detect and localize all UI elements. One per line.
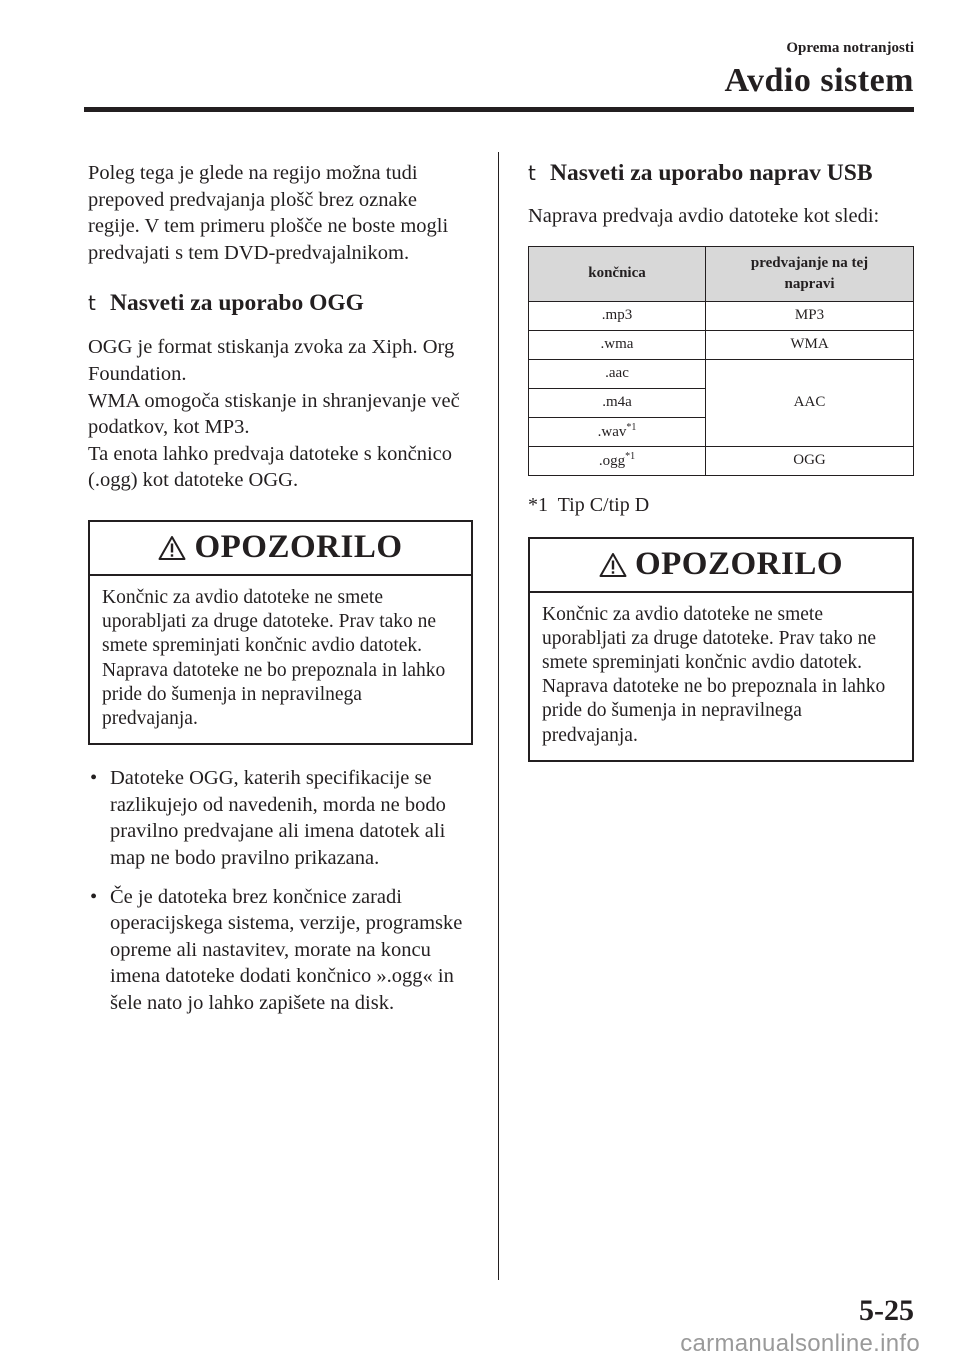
bullet-text: Če je datoteka brez končnice zaradi operacijskega sistema, verzije, programske opreme ali nastavitev, morate na koncu imena datoteke dodati končnico ».ogg« in šele nato jo lahko zapišete na disk.	[110, 885, 463, 1014]
col-header-playback-line1: predvajanje na tej	[750, 254, 869, 271]
cell-extension: .aac	[529, 359, 706, 388]
warning-icon	[158, 535, 186, 561]
col-header-extension: končnica	[529, 246, 706, 301]
table-footnote: *1 Tip C/tip D	[528, 493, 650, 516]
cell-format: WMA	[706, 330, 914, 359]
table-row	[529, 359, 914, 388]
cell-format: AAC	[706, 359, 914, 446]
ogg-heading-text: Nasveti za uporabo OGG	[110, 290, 364, 317]
table-header-row	[529, 246, 914, 301]
warning-text: Končnic za avdio datoteke ne smete uporabljati za druge datoteke. Prav tako ne smete spreminjati končnic avdio datotek. Naprava datoteke ne bo prepoznala in lahko pride do šumenja in nepravilnega predvajanja.	[542, 603, 886, 746]
page-number: 5-25	[859, 1294, 914, 1327]
section-marker: t	[88, 291, 96, 316]
warning-box	[528, 537, 914, 762]
header-rule	[84, 107, 914, 112]
watermark-link[interactable]: carmanualsonline.info	[680, 1330, 920, 1357]
cell-extension	[529, 417, 706, 446]
usb-intro-paragraph: Naprava predvaja avdio datoteke kot sledi:	[528, 205, 880, 227]
ogg-section-heading	[88, 290, 473, 317]
warning-text: Končnic za avdio datoteke ne smete uporabljati za druge datoteke. Prav tako ne smete spreminjati končnic avdio datotek. Naprava datoteke ne bo prepoznala in lahko pride do šumenja in nepravilnega predvajanja.	[102, 586, 446, 729]
table-row	[529, 330, 914, 359]
cell-extension: .m4a	[529, 388, 706, 417]
cell-extension: .wma	[529, 330, 706, 359]
footnote-ref: *1	[625, 451, 636, 463]
left-column	[88, 160, 473, 1029]
col-header-playback-line2: napravi	[784, 275, 835, 292]
format-table	[528, 246, 914, 476]
right-column	[528, 160, 914, 762]
section-marker: t	[528, 161, 536, 185]
footnote-ref: *1	[626, 422, 637, 434]
bullet-dot: •	[90, 767, 98, 790]
header-section-label: Oprema notranjosti	[786, 40, 914, 56]
cell-format: OGG	[706, 446, 914, 475]
intro-paragraph: Poleg tega je glede na regijo možna tudi prepoved predvajanja plošč brez oznake regije. V tem primeru plošče ne boste mogli predvajati s tem DVD-predvajalnikom.	[88, 162, 449, 264]
cell-extension: .mp3	[529, 301, 706, 330]
usb-heading-text: Nasveti za uporabo naprav USB	[550, 160, 873, 186]
ogg-paragraph: OGG je format stiskanja zvoka za Xiph. Org Foundation. WMA omogoča stiskanje in shranjevanje več podatkov, kot MP3. Ta enota lahko predvaja datoteke s končnico (.ogg) kot datoteke OGG.	[88, 336, 460, 492]
extension-text: .wav	[597, 424, 627, 441]
table-row	[529, 446, 914, 475]
col-header-playback	[706, 246, 914, 301]
bullet-dot: •	[90, 885, 98, 908]
warning-box	[88, 520, 473, 745]
warning-title: OPOZORILO	[194, 529, 403, 566]
list-item	[88, 765, 473, 871]
bullet-list	[88, 765, 473, 1016]
extension-text: .ogg	[598, 453, 626, 470]
warning-header	[90, 522, 471, 576]
table-row	[529, 301, 914, 330]
page-title: Avdio sistem	[724, 62, 914, 99]
warning-icon	[599, 552, 627, 578]
cell-format: MP3	[706, 301, 914, 330]
list-item	[88, 884, 473, 1017]
warning-header	[530, 539, 912, 593]
warning-title: OPOZORILO	[634, 546, 844, 583]
cell-extension	[529, 446, 706, 475]
column-divider	[498, 152, 499, 1280]
bullet-text: Datoteke OGG, katerih specifikacije se razlikujejo od navedenih, morda ne bodo pravilno predvajane ali imena datotek ali map ne bodo pravilno prikazana.	[110, 767, 446, 869]
usb-section-heading	[528, 160, 914, 187]
